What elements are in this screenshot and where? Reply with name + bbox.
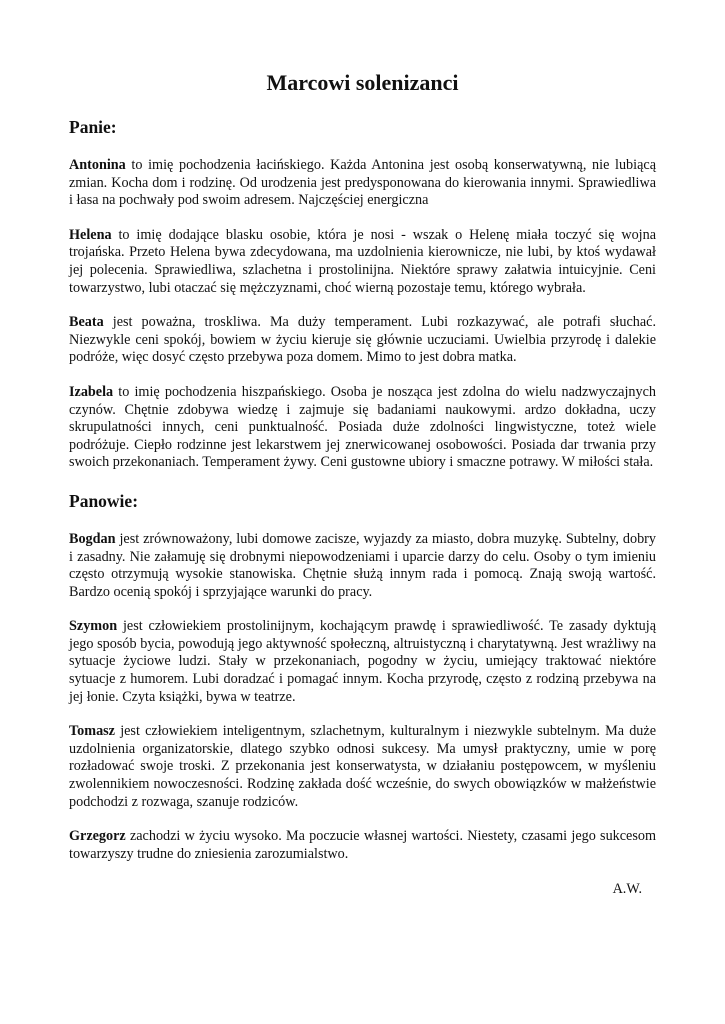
entry-beata — [69, 314, 656, 367]
entry-name: Bogdan — [69, 530, 116, 547]
entry-name: Grzegorz — [69, 828, 126, 845]
section-heading-women: Panie: — [69, 117, 117, 137]
entry-text: jest człowiekiem inteligentnym, szlachetnym, kulturalnym i niezwykle subtelnym. Ma duże uzdolnienia organizatorskie, dlatego szybko odnosi sukcesy. Ma umysł praktyczny, umie w porę rozładować swoje troski. Z przekonania jest konserwatysta, w działaniu postępowcem, w myśleniu zwolennikiem nowoczesności. Rodzinę zakłada dość wcześnie, do swych obowiązków w małżeństwie podchodzi z rozwaga, szanuje rodziców. — [69, 723, 656, 810]
entry-text: jest zrównoważony, lubi domowe zacisze, wyjazdy za miasto, dobra muzykę. Subtelny, dobry i zasadny. Nie załamuję się drobnymi niepowodzeniami i uparcie darzy do celu. Osoby o tym imieniu często otrzymują wysokie stanowiska. Chętnie służą innym rada i pomocą. Znają swoją wartość. Bardzo ocenią spokój i sprzyjające warunki do pracy. — [69, 530, 656, 600]
signature: A.W. — [612, 881, 642, 898]
entry-text: jest poważna, troskliwa. Ma duży temperament. Lubi rozkazywać, ale potrafi słuchać. Niezwykle ceni spokój, bowiem w życiu kieruje się głównie uczuciami. Uwielbia przyrodę i dalekie podróże, więc dosyć często przebywa poza domem. Mimo to jest dobra matka. — [69, 314, 656, 366]
entry-antonina — [69, 157, 656, 210]
entry-name: Antonina — [69, 157, 126, 173]
entry-grzegorz — [69, 828, 656, 863]
entry-bogdan — [69, 531, 656, 601]
entry-text: zachodzi w życiu wysoko. Ma poczucie własnej wartości. Niestety, czasami jego sukcesom towarzyszy trudne do zniesienia zarozumialstwo. — [69, 828, 656, 862]
entry-helena — [69, 227, 656, 297]
entry-izabela — [69, 384, 656, 472]
entry-name: Tomasz — [69, 723, 115, 740]
entry-name: Helena — [69, 226, 112, 243]
entry-text: to imię pochodzenia łacińskiego. Każda Antonina jest osobą konserwatywną, nie lubiącą zmian. Kocha dom i rodzinę. Od urodzenia jest predysponowana do kierowania innymi. Sprawiedliwa i łasa na pochwały pod swoim adresem. Najczęściej energiczna — [69, 157, 656, 209]
entry-name: Beata — [69, 314, 104, 331]
section-heading-men: Panowie: — [69, 490, 139, 511]
entry-text: to imię dodające blasku osobie, która je nosi - wszak o Helenę miała toczyć się wojna trojańska. Przeto Helena bywa zdecydowana, ma uzdolnienia kierownicze, nie lubi, by ktoś wydawał jej polecenia. Sprawiedliwa, szlachetna i prostolinijna. Niektóre sprawy załatwia intuicyjnie. Ceni towarzystwo, lubi otaczać się mężczyznami, choć wierną pozostaje temu, którego wybrała. — [69, 226, 656, 296]
entry-szymon — [69, 618, 656, 706]
document-page — [69, 68, 656, 898]
entry-text: to imię pochodzenia hiszpańskiego. Osoba je nosząca jest zdolna do wielu nadzwyczajnych czynów. Chętnie zdobywa wiedzę i zajmuje się badaniami naukowymi. ardzo dokładna, uczy skrupulatności innych, ceni punktualność. Posiada duże zdolności lingwistyczne, toteż wiele podróżuje. Ciepło rodzinne jest lekarstwem jej znerwicowanej osobowości. Posiada dar trwania przy swoich przekonaniach. Temperament żywy. Ceni gustowne ubiory i smaczne potrawy. W miłości stała. — [69, 383, 656, 471]
document-title: Marcowi solenizanci — [266, 70, 459, 95]
entry-text: jest człowiekiem prostolinijnym, kochającym prawdę i sprawiedliwość. Te zasady dyktują jego sposób bycia, powodują jego aktywność społeczną, altruistyczną i charytatywną. Jest wrażliwy na sytuacje życiowe ludzi. Stały w przekonaniach, pogodny w życiu, umiejący traktować niektóre sytuacje z humorem. Lubi doradzać i pomagać innym. Kocha przyrodę, często z rodziną przebywa na jej łonie. Czyta książki, bywa w teatrze. — [69, 618, 656, 705]
entry-name: Szymon — [69, 618, 118, 635]
entry-tomasz — [69, 723, 656, 811]
entry-name: Izabela — [69, 383, 114, 400]
